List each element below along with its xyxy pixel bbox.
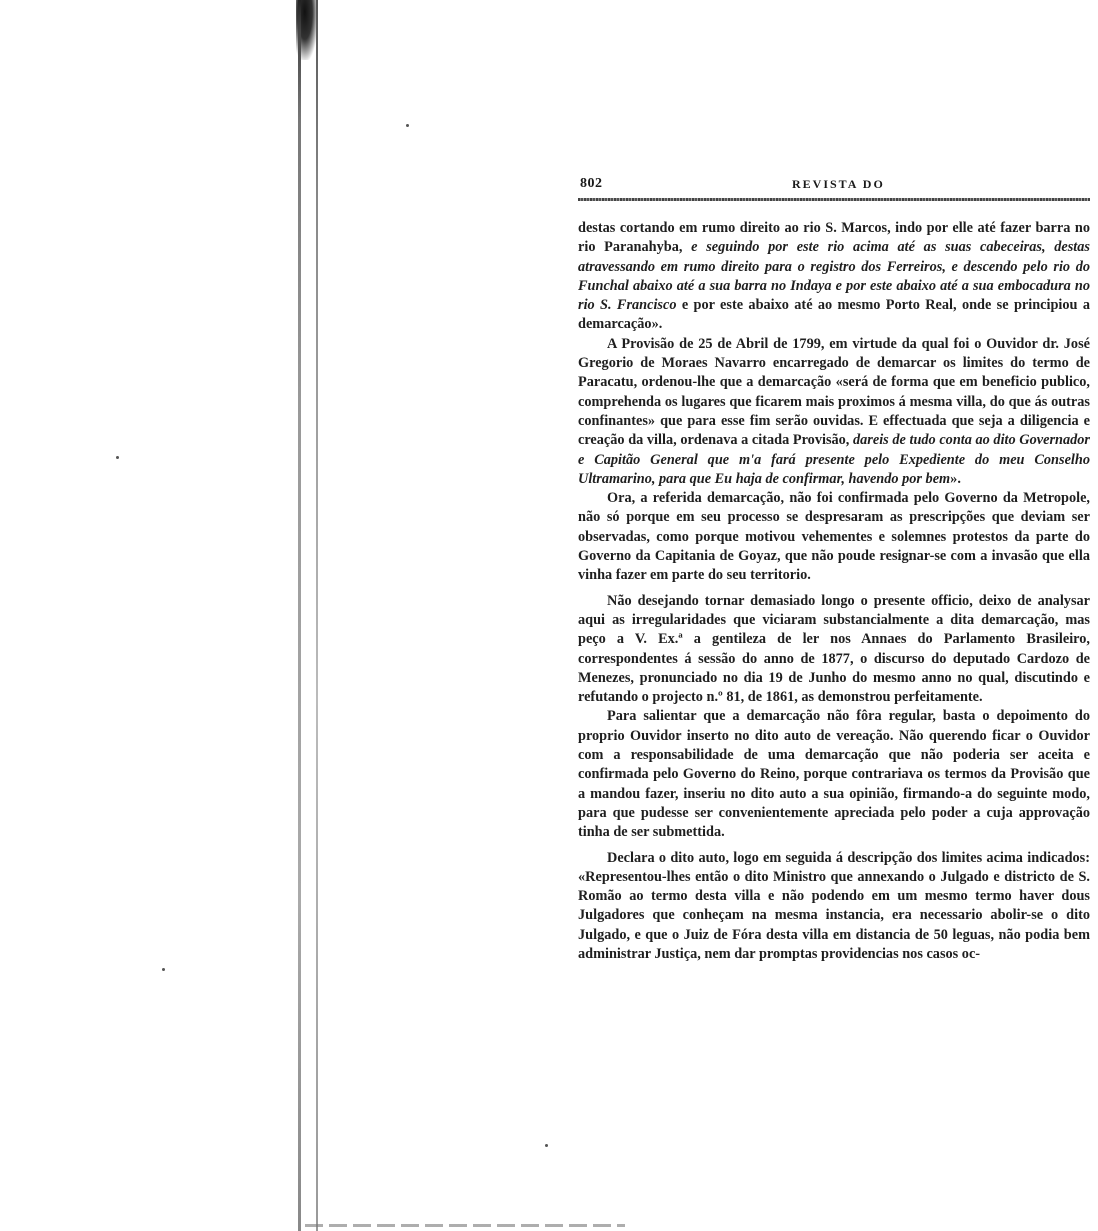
body-paragraph	[578, 707, 1090, 842]
text-run: destas cortando em rumo direito ao rio S. Marcos, indo por elle até fazer barra no rio Paranahyba,	[578, 220, 1090, 256]
page-number: 802	[580, 176, 603, 191]
body-paragraph	[578, 849, 1090, 965]
paper-speck	[162, 968, 165, 971]
book-gutter	[296, 0, 330, 1231]
body-paragraph	[578, 489, 1090, 585]
gutter-edge-left	[298, 0, 301, 1231]
paper-speck	[116, 456, 119, 459]
paper-speck	[406, 124, 409, 127]
bottom-edge-artifact	[305, 1224, 625, 1227]
gutter-edge-right	[316, 0, 318, 1231]
body-paragraph	[578, 219, 1090, 335]
text-run: ».	[950, 470, 961, 487]
italic-run: dareis de tudo conta ao dito Governador e Capitão General que m'a fará presente pelo Expediente do meu Conselho Ultramarino, para que Eu haja de confirmar, havendo por bem	[578, 432, 1090, 487]
page-header	[578, 176, 1090, 198]
running-head: REVISTA DO	[792, 177, 885, 191]
header-rule	[578, 198, 1090, 201]
text-run: Para salientar que a demarcação não fôra regular, basta o depoimento do proprio Ouvidor inserto no dito auto de vereação. Não querendo ficar o Ouvidor com a responsabilidade de uma demarcação que não poderia ser aceita e confirmada pelo Governo do Reino, porque contrariava os termos da Provisão que a mandou fazer, inseriu no dito auto a sua opinião, firmando-a do seguinte modo, para que pudesse ser convenientemente apreciada pelo poder a cuja approvação tinha de ser submettida.	[578, 708, 1090, 841]
text-run: e por este abaixo até ao mesmo Porto Real, onde se principiou a demarcação».	[578, 297, 1090, 333]
text-run: Ora, a referida demarcação, não foi confirmada pelo Governo da Metropole, não só porque em seu processo se despresaram as prescripções que deviam ser observadas, como porque motivou vehementes e solemnes protestos da parte do Governo da Capitania de Goyaz, que não poude resignar-se com a invasão que ella vinha fazer em parte do seu territorio.	[578, 490, 1090, 584]
body-text	[578, 219, 1090, 964]
text-run: A Provisão de 25 de Abril de 1799, em virtude da qual foi o Ouvidor dr. José Gregorio de Moraes Navarro encarregado de demarcar os limites do termo de Paracatu, ordenou-lhe que a demarcação «será de forma que em beneficio publico, comprehenda os lugares que ficarem mais proximos á mesma villa, do que ás outras confinantes» que para esse fim serão ouvidas. E effectuada que seja a diligencia e creação da villa, ordenava a citada Provisão,	[578, 335, 1090, 449]
paper-speck	[545, 1144, 548, 1147]
body-paragraph	[578, 335, 1090, 489]
text-run: Declara o dito auto, logo em seguida á descripção dos limites acima indicados: «Representou-lhes então o dito Ministro que annexando o Julgado e districto de S. Romão ao termo desta villa e não podendo em um mesmo termo haver dous Julgadores que conheçam na mesma instancia, era necessario abolir-se o dito Julgado, e que o Juiz de Fóra desta villa em distancia de 50 leguas, não podia bem administrar Justiça, nem dar promptas providencias nos casos oc-	[578, 849, 1090, 962]
body-paragraph	[578, 592, 1090, 708]
italic-run: e seguindo por este rio acima até as suas cabeceiras, destas atravessando em rumo direito para o registro dos Ferreiros, e descendo pelo rio do Funchal abaixo até a sua barra no Indaya e por este abaixo até a sua embocadura no rio S. Francisco	[578, 239, 1090, 314]
text-run: Não desejando tornar demasiado longo o presente officio, deixo de analysar aqui as irregularidades que viciaram substancialmente a dita demarcação, mas peço a V. Ex.ª a gentileza de ler nos Annaes do Parlamento Brasileiro, correspondentes á sessão do anno de 1877, o discurso do deputado Cardozo de Menezes, pronunciado no dia 19 de Junho do mesmo anno no qual, discutindo e refutando o projecto n.º 81, de 1861, as demonstrou perfeitamente.	[578, 592, 1090, 706]
printed-page	[578, 176, 1090, 964]
